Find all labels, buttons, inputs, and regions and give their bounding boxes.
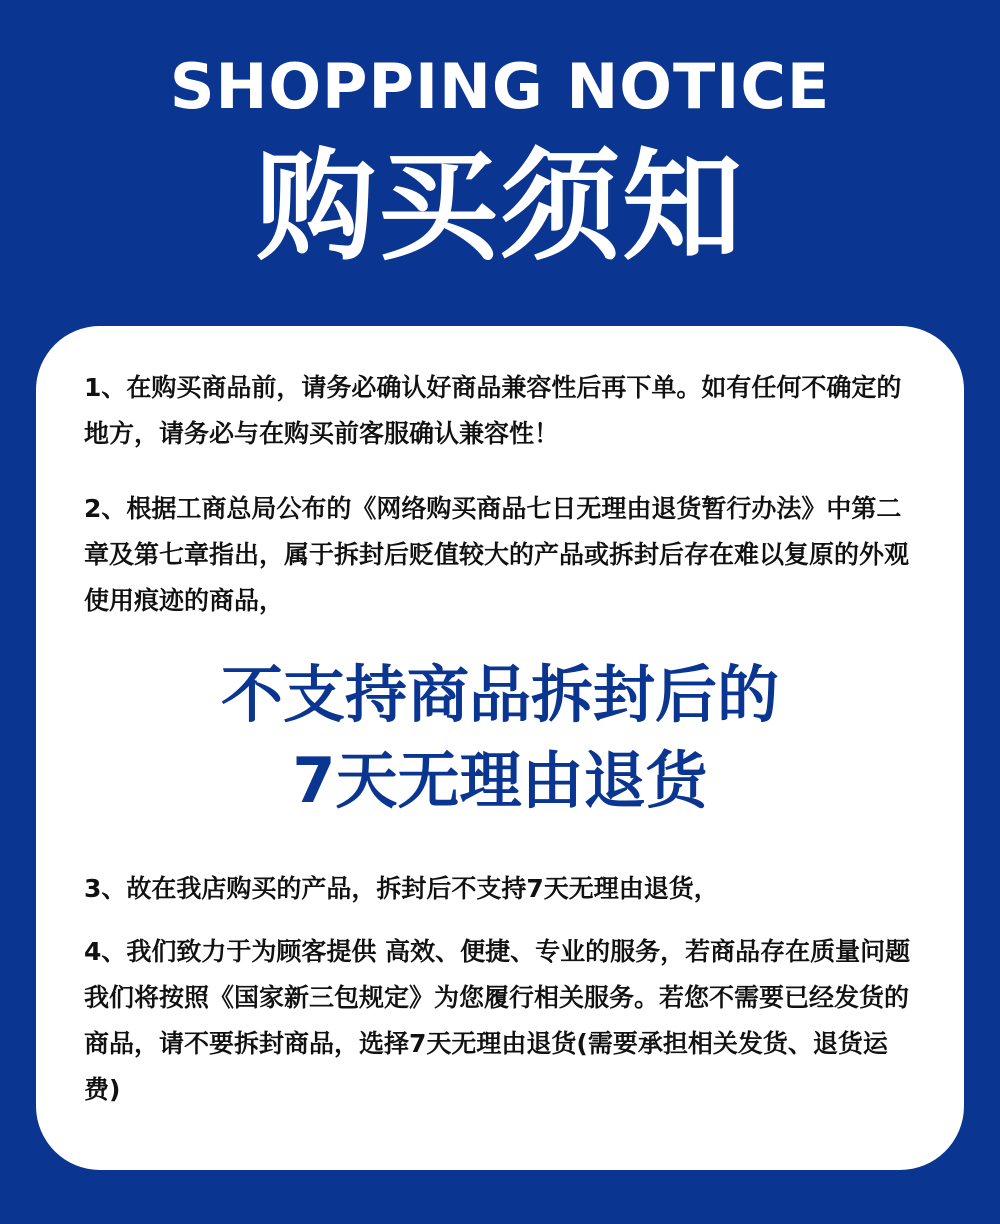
notice-item-2: 2、根据工商总局公布的《网络购买商品七日无理由退货暂行办法》中第二章及第七章指出，属于拆封后贬值较大的产品或拆封后存在难以复原的外观使用痕迹的商品， bbox=[84, 494, 910, 615]
page-title-english: SHOPPING NOTICE bbox=[169, 50, 831, 123]
page-title-chinese: 购买须知 bbox=[256, 138, 744, 277]
notice-card bbox=[36, 326, 964, 1170]
notice-item-1: 1、在购买商品前，请务必确认好商品兼容性后再下单。如有任何不确定的地方，请务必与在购买前客服确认兼容性！ bbox=[84, 373, 902, 448]
highlight-line-1: 不支持商品拆封后的 bbox=[220, 658, 779, 731]
highlight-line-2: 7天无理由退货 bbox=[292, 744, 708, 817]
notice-item-3: 3、故在我店购买的产品，拆封后不支持7天无理由退货， bbox=[84, 874, 719, 903]
notice-item-4: 4、我们致力于为顾客提供 高效、便捷、专业的服务，若商品存在质量问题我们将按照《国家新三包规定》为您履行相关服务。若您不需要已经发货的商品，请不要拆封商品，选择7天无理由退货(需要承担相关发货、退货运费) bbox=[84, 937, 911, 1104]
